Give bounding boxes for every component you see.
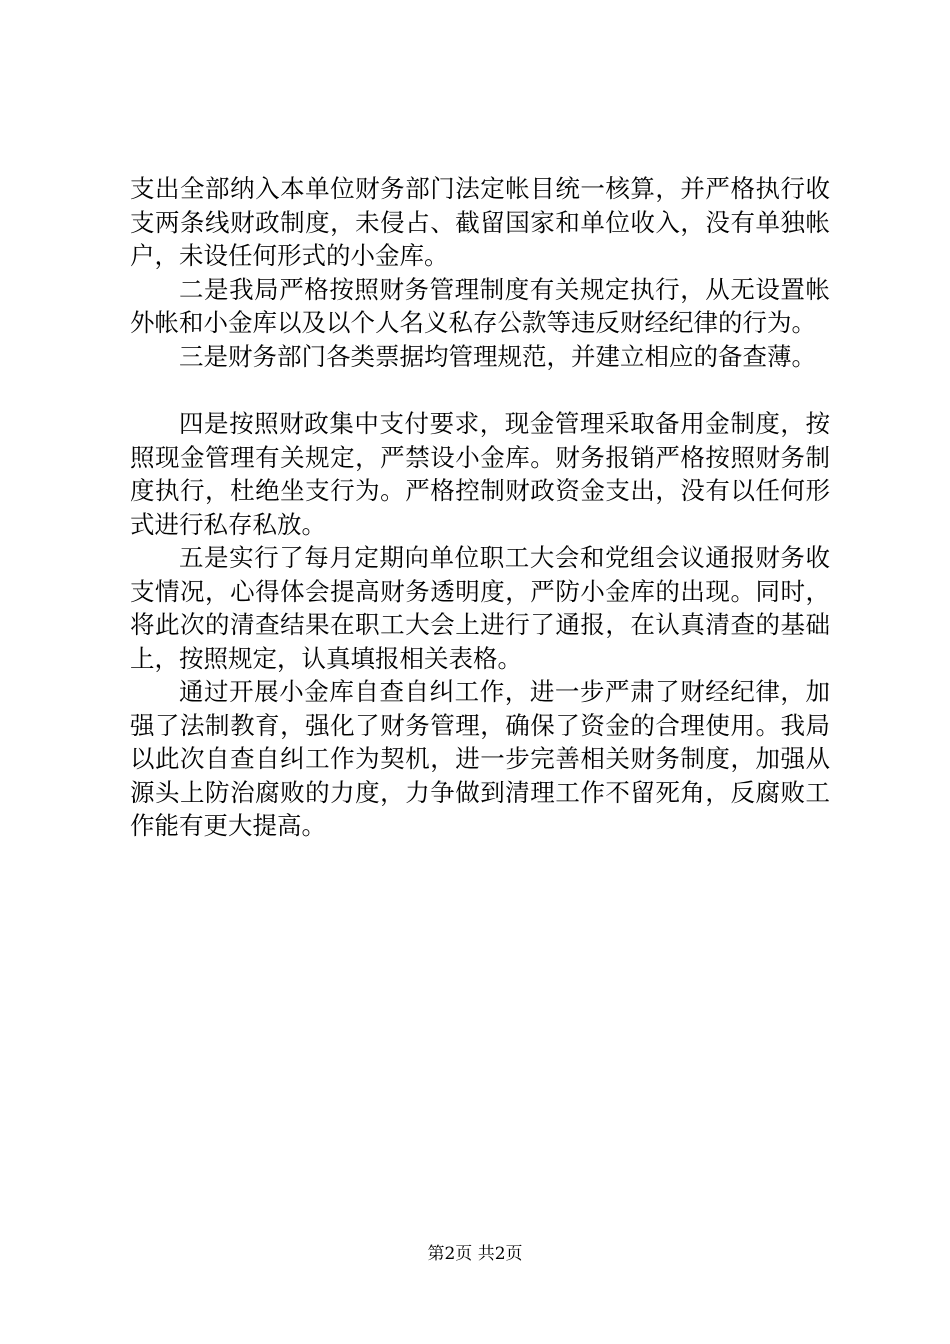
document-body: [130, 172, 830, 843]
paragraph-point-two: 二是我局严格按照财务管理制度有关规定执行，从无设置帐外帐和小金库以及以个人名义私存公款等违反财经纪律的行为。: [130, 274, 830, 337]
paragraph-continuation: 支出全部纳入本单位财务部门法定帐目统一核算，并严格执行收支两条线财政制度，未侵占、截留国家和单位收入，没有单独帐户，未设任何形式的小金库。: [130, 174, 830, 270]
page-number-footer: 第2页 共2页: [427, 1244, 523, 1264]
paragraph-point-four: 四是按照财政集中支付要求，现金管理采取备用金制度，按照现金管理有关规定，严禁设小金库。财务报销严格按照财务制度执行，杜绝坐支行为。严格控制财政资金支出，没有以任何形式进行私存私放。: [130, 409, 830, 539]
paragraph-point-five: 五是实行了每月定期向单位职工大会和党组会议通报财务收支情况，心得体会提高财务透明度，严防小金库的出现。同时，将此次的清查结果在职工大会上进行了通报，在认真清查的基础上，按照规定，认真填报相关表格。: [130, 543, 830, 673]
paragraph-point-three: 三是财务部门各类票据均管理规范，并建立相应的备查薄。: [179, 341, 816, 371]
paragraph-conclusion: 通过开展小金库自查自纠工作，进一步严肃了财经纪律，加强了法制教育，强化了财务管理，确保了资金的合理使用。我局以此次自查自纠工作为契机，进一步完善相关财务制度，加强从源头上防治腐败的力度，力争做到清理工作不留死角，反腐败工作能有更大提高。: [130, 677, 830, 840]
